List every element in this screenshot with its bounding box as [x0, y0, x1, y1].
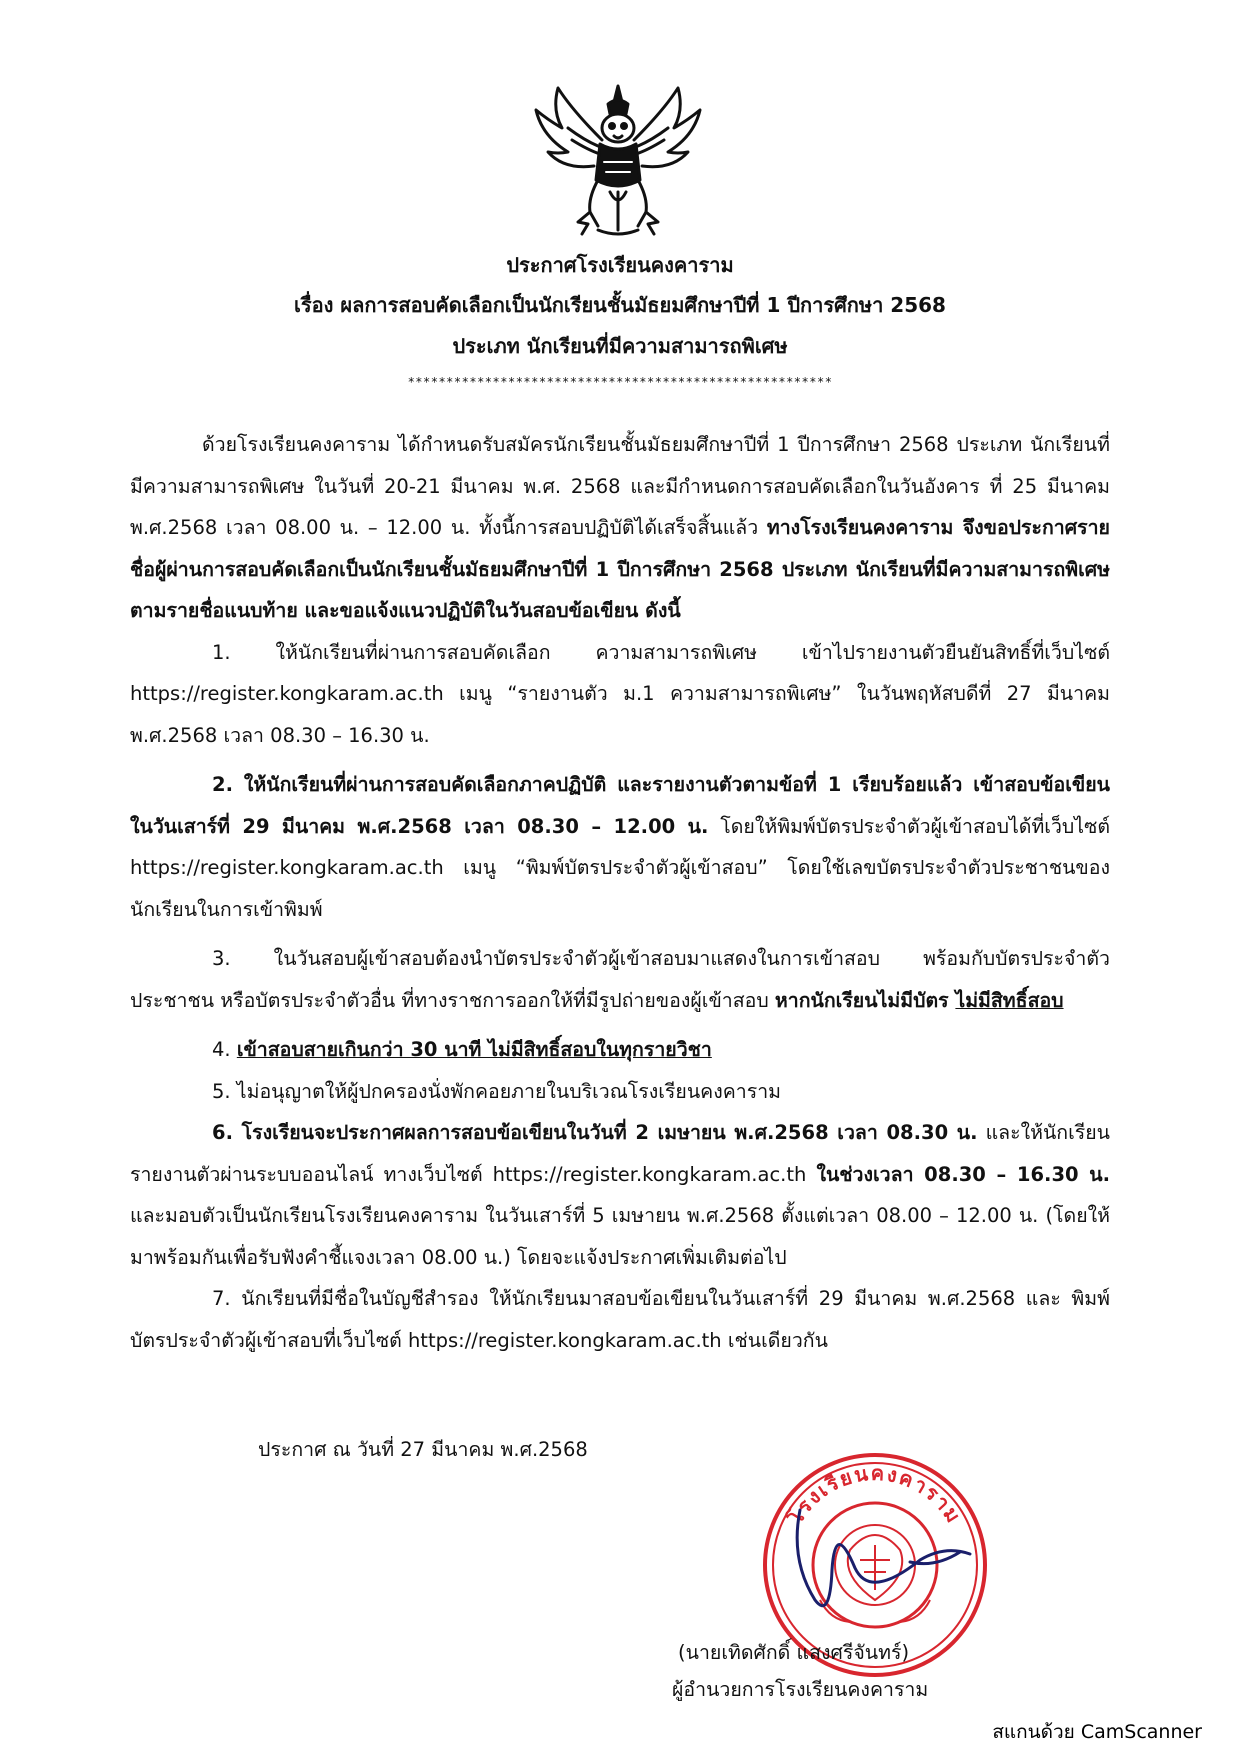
intro-paragraph: [130, 424, 1110, 632]
item-7: 7. นักเรียนที่มีชื่อในบัญชีสำรอง ให้นักเรียนมาสอบข้อเขียนในวันเสาร์ที่ 29 มีนาคม พ.ศ.2568 และ พิมพ์บัตรประจำตัวผู้เข้าสอบที่เว็บไซต์ https://register.kongkaram.ac.th เช่นเดียวกัน: [130, 1287, 1110, 1352]
item-2: [130, 764, 1110, 930]
garuda-emblem: [528, 80, 708, 242]
announcement-date: ประกาศ ณ วันที่ 27 มีนาคม พ.ศ.2568: [258, 1438, 588, 1461]
item-6-text-1: และให้นักเรียนรายงานตัวผ่านระบบออนไลน์ ทางเว็บไซต์ https://register.kongkaram.ac.th: [130, 1121, 1110, 1186]
seal-text: โรงเรียนคงคาราม: [783, 1460, 967, 1529]
item-5: 5. ไม่อนุญาตให้ผู้ปกครองนั่งพักคอยภายในบริเวณโรงเรียนคงคาราม: [212, 1079, 782, 1103]
item-6-bold-2: ในช่วงเวลา 08.30 – 16.30 น.: [816, 1162, 1111, 1186]
item-6-text-2: และมอบตัวเป็นนักเรียนโรงเรียนคงคาราม ในวันเสาร์ที่ 5 เมษายน พ.ศ.2568 ตั้งแต่เวลา 08.00 – 12.00 น. (โดยให้มาพร้อมกันเพื่อรับฟังคำชี้แจงเวลา 08.00 น.) โดยจะแจ้งประกาศเพิ่มเติมต่อไป: [130, 1204, 1110, 1269]
item-3-text: 3. ในวันสอบผู้เข้าสอบต้องนำบัตรประจำตัวผู้เข้าสอบมาแสดงในการเข้าสอบ พร้อมกับบัตรประจำตัวประชาชน หรือบัตรประจำตัวอื่น ที่ทางราชการออกให้ที่มีรูปถ่ายของผู้เข้าสอบ: [130, 947, 1110, 1012]
item-6: [130, 1112, 1110, 1278]
item-1: 1. ให้นักเรียนที่ผ่านการสอบคัดเลือก ความสามารถพิเศษ เข้าไปรายงานตัวยืนยันสิทธิ์ที่เว็บไซต์ https://register.kongkaram.ac.th เมนู “รายงานตัว ม.1 ความสามารถพิเศษ” ในวันพฤหัสบดีที่ 27 มีนาคม พ.ศ.2568 เวลา 08.30 – 16.30 น.: [130, 640, 1110, 747]
document-body: [130, 424, 1110, 1361]
svg-text:โรงเรียนคงคาราม: [783, 1461, 967, 1529]
separator-line: *******************************************************: [407, 375, 833, 389]
item-2-bold: 2. ให้นักเรียนที่ผ่านการสอบคัดเลือกภาคปฏิบัติ และรายงานตัวตามข้อที่ 1 เรียบร้อยแล้ว เข้าสอบข้อเขียนในวันเสาร์ที่ 29 มีนาคม พ.ศ.2568 เวลา 08.30 – 12.00 น.: [130, 773, 1110, 838]
item-3: [130, 938, 1110, 1021]
item-4: [130, 1029, 1110, 1071]
item-3-bold: หากนักเรียนไม่มีบัตร: [774, 988, 956, 1012]
signer-name: (นายเทิดศักดิ์ แสงศรีจันทร์): [678, 1641, 910, 1664]
announcement-title: ประกาศโรงเรียนคงคาราม: [506, 253, 734, 277]
camscanner-watermark: สแกนด้วย CamScanner: [992, 1721, 1202, 1743]
item-6-bold-1: 6. โรงเรียนจะประกาศผลการสอบข้อเขียนในวันที่ 2 เมษายน พ.ศ.2568 เวลา 08.30 น.: [212, 1121, 978, 1144]
item-3-no-right: ไม่มีสิทธิ์สอบ: [955, 988, 1064, 1012]
announcement-category: ประเภท นักเรียนที่มีความสามารถพิเศษ: [452, 334, 788, 358]
item-4-text: เข้าสอบสายเกินกว่า 30 นาที ไม่มีสิทธิ์สอบในทุกรายวิชา: [236, 1038, 712, 1061]
item-2-text: โดยให้พิมพ์บัตรประจำตัวผู้เข้าสอบได้ที่เว็บไซต์ https://register.kongkaram.ac.th เมนู “พิมพ์บัตรประจำตัวผู้เข้าสอบ” โดยใช้เลขบัตรประจำตัวประชาชนของนักเรียนในการเข้าพิมพ์: [130, 814, 1110, 921]
intro-bold-text: ทางโรงเรียนคงคาราม จึงขอประกาศรายชื่อผู้ผ่านการสอบคัดเลือกเป็นนักเรียนชั้นมัธยมศึกษาปีที่ 1 ปีการศึกษา 2568 ประเภท นักเรียนที่มีความสามารถพิเศษ ตามรายชื่อแนบท้าย และขอแจ้งแนวปฏิบัติในวันสอบข้อเขียน ดังนี้: [130, 516, 1110, 622]
announcement-subject: เรื่อง ผลการสอบคัดเลือกเป็นนักเรียนชั้นมัธยมศึกษาปีที่ 1 ปีการศึกษา 2568: [294, 293, 946, 317]
item-4-number: 4.: [212, 1038, 237, 1061]
intro-text: ด้วยโรงเรียนคงคาราม ได้กำหนดรับสมัครนักเรียนชั้นมัธยมศึกษาปีที่ 1 ปีการศึกษา 2568 ประเภท นักเรียนที่มีความสามารถพิเศษ ในวันที่ 20-21 มีนาคม พ.ศ. 2568 และมีกำหนดการสอบคัดเลือกในวันอังคาร ที่ 25 มีนาคม พ.ศ.2568 เวลา 08.00 น. – 12.00 น. ทั้งนี้การสอบปฏิบัติได้เสร็จสิ้นแล้ว: [130, 433, 1110, 539]
signer-title: ผู้อำนวยการโรงเรียนคงคาราม: [672, 1678, 929, 1701]
